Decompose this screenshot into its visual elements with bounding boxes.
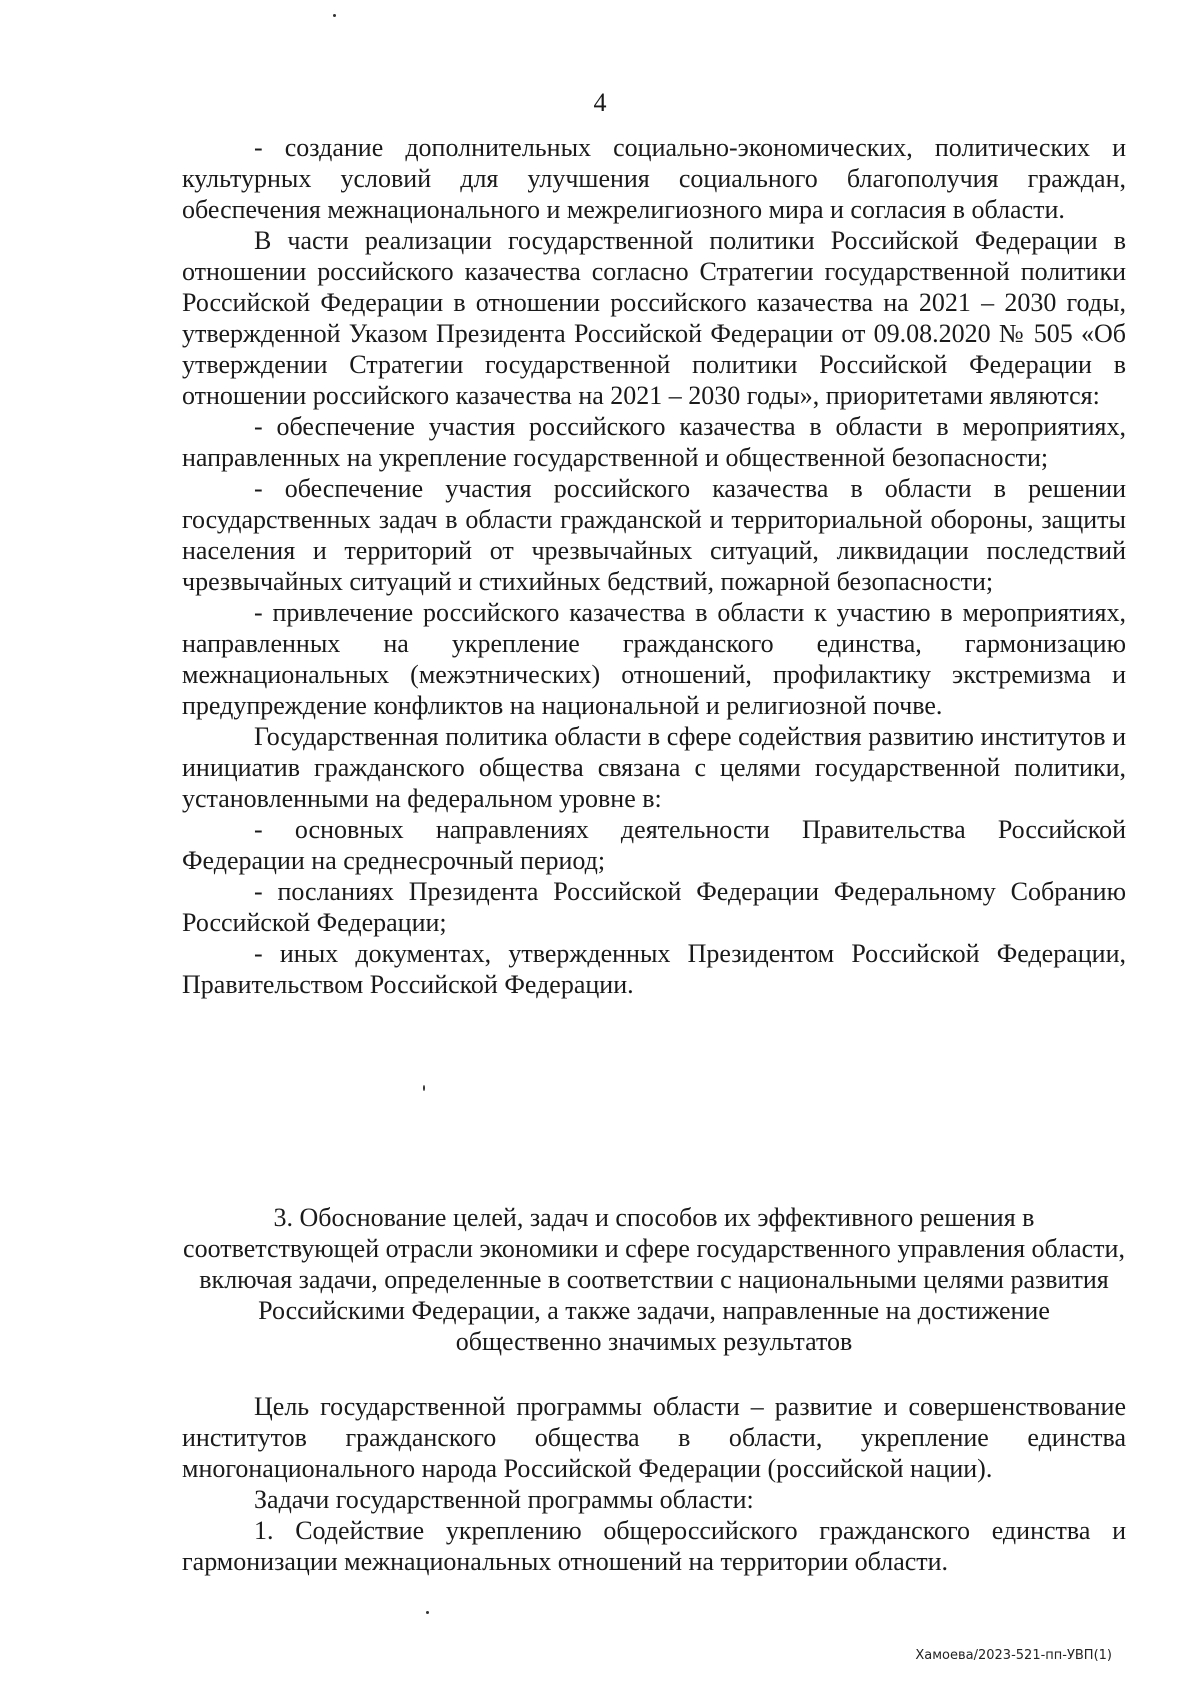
scan-speck xyxy=(333,14,336,17)
paragraph: Цель государственной программы области – развитие и совершенствование институтов гражданского общества в области, укрепление единства многонационального народа Российской Федерации (российской нации). xyxy=(182,1392,1126,1483)
scan-speck xyxy=(426,1611,429,1614)
section-heading: 3. Обоснование целей, задач и способов их эффективного решения в соответствующей отрасли экономики и сфере государственного управления области, включая задачи, определенные в соответствии с национальными целями развития Российскими Федерации, а также задачи, направленные на достижение общественно значимых результатов xyxy=(183,1203,1125,1356)
page-number: 4 xyxy=(593,88,607,117)
list-item: - обеспечение участия российского казачества в области в мероприятиях, направленных на укрепление государственной и общественной безопасности; xyxy=(182,412,1126,472)
list-item: - привлечение российского казачества в области к участию в мероприятиях, направленных на укрепление гражданского единства, гармонизацию межнациональных (межэтнических) отношений, профилактику экстремизма и предупреждение конфликтов на национальной и религиозной почве. xyxy=(182,598,1126,720)
paragraph: 1. Содействие укреплению общероссийского гражданского единства и гармонизации межнациональных отношений на территории области. xyxy=(182,1516,1126,1576)
scan-speck xyxy=(423,1085,425,1091)
section-3-body xyxy=(182,1391,1126,1577)
document-code: Хамоева/2023-521-пп-УВП(1) xyxy=(915,1648,1112,1663)
paragraph: Задачи государственной программы области: xyxy=(254,1485,754,1514)
list-item: - иных документах, утвержденных Президентом Российской Федерации, Правительством Российской Федерации. xyxy=(182,939,1126,999)
list-item: - посланиях Президента Российской Федерации Федеральному Собранию Российской Федерации; xyxy=(182,877,1126,937)
paragraph: - создание дополнительных социально-экономических, политических и культурных условий для улучшения социального благополучия граждан, обеспечения межнационального и межрелигиозного мира и согласия в области. xyxy=(182,133,1126,224)
list-item: - обеспечение участия российского казачества в области в решении государственных задач в области гражданской и территориальной обороны, защиты населения и территорий от чрезвычайных ситуаций, ликвидации последствий чрезвычайных ситуаций и стихийных бедствий, пожарной безопасности; xyxy=(182,474,1126,596)
paragraph: В части реализации государственной политики Российской Федерации в отношении российского казачества согласно Стратегии государственной политики Российской Федерации в отношении российского казачества на 2021 – 2030 годы, утвержденной Указом Президента Российской Федерации от 09.08.2020 № 505 «Об утверждении Стратегии государственной политики Российской Федерации в отношении российского казачества на 2021 – 2030 годы», приоритетами являются: xyxy=(182,226,1126,410)
list-item: - основных направлениях деятельности Правительства Российской Федерации на среднесрочный период; xyxy=(182,815,1126,875)
paragraph: Государственная политика области в сфере содействия развитию институтов и инициатив гражданского общества связана с целями государственной политики, установленными на федеральном уровне в: xyxy=(182,722,1126,813)
intro-section xyxy=(182,132,1126,1000)
